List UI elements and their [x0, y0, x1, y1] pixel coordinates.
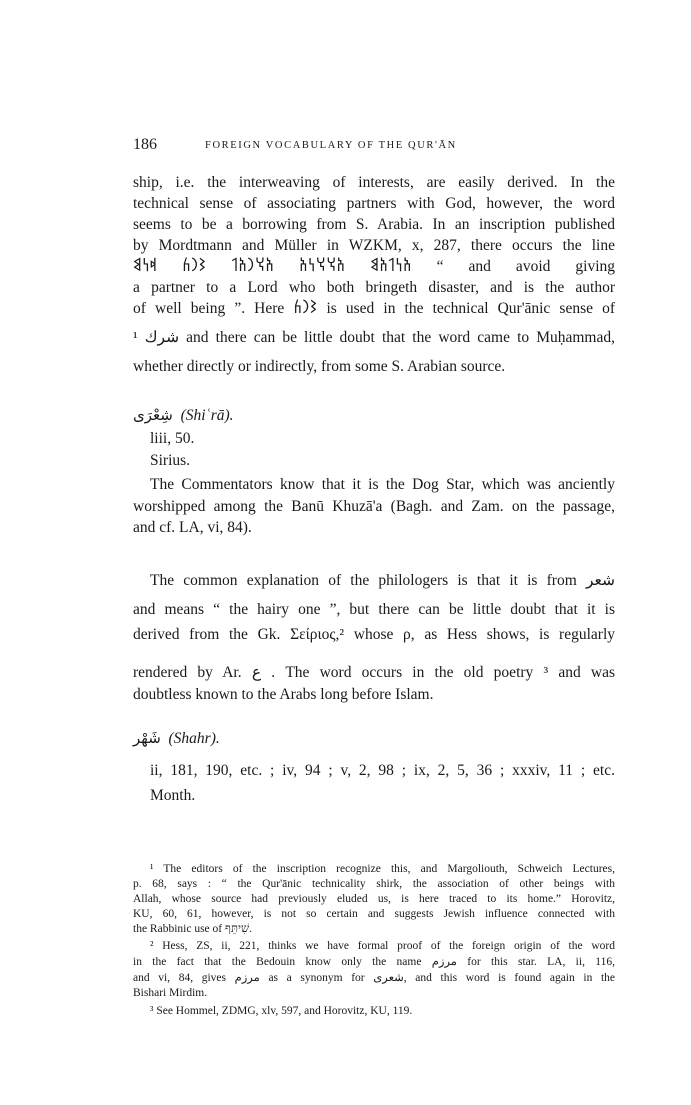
- footnote-line: ² Hess, ZS, ii, 221, thinks we have formal proof of the foreign origin of the word: [150, 940, 615, 952]
- entry-arabic: شَهْر: [133, 729, 161, 747]
- entry-meaning: Sirius.: [150, 452, 191, 469]
- text-line: ship, i.e. the interweaving of interests, are easily derived. In the: [133, 174, 615, 191]
- footnote-line: Bishari Mirdim.: [133, 987, 208, 999]
- footnote-line: the Rabbinic use of שִׁיתֵּף.: [133, 923, 252, 935]
- footnote-line: p. 68, says : “ the Qur'ānic technicality shirk, the association of other beings with: [133, 878, 615, 890]
- text-line: technical sense of associating partners with God, however, the word: [133, 195, 615, 212]
- entry-reference: liii, 50.: [150, 430, 195, 447]
- text-line: and cf. LA, vi, 84).: [133, 519, 252, 536]
- text-line: rendered by Ar. ع . The word occurs in the old poetry ³ and was: [133, 664, 615, 681]
- footnote-line: KU, 60, 61, however, is not so certain and suggests Jewish influence connected with: [133, 908, 615, 920]
- text-line: derived from the Gk. Σείριος,² whose ρ, as Hess shows, is regularly: [133, 626, 615, 643]
- text-line: of well being ”. Here 𐩦𐩧𐩫 is used in the technical Qur'ānic sense of: [133, 300, 615, 317]
- text-line: شرك ¹ and there can be little doubt that the word came to Muḥammad,: [133, 329, 615, 346]
- entry-transliteration: (Shiʿrā).: [180, 407, 234, 424]
- entry-reference: ii, 181, 190, etc. ; iv, 94 ; v, 2, 98 ; ix, 2, 5, 36 ; xxxiv, 11 ; etc.: [150, 762, 615, 779]
- text-line: 𐩱𐩬𐩡𐩱𐩣 𐩱𐩭𐩭𐩬𐩱 𐩱𐩭𐩧𐩱𐩡 𐩦𐩧𐩫 𐩵𐩬𐩣 “ and avoid giving: [133, 258, 615, 275]
- footnote-line: and vi, 84, gives مرزم as a synonym for شعرى, and this word is found again in the: [133, 972, 616, 984]
- footnote-line: Allah, whose source had previously eluded us, is here traced to its home.” Horovitz,: [133, 893, 615, 905]
- text-line: seems to be a borrowing from S. Arabia. In an inscription published: [133, 216, 615, 233]
- entry-arabic: شِعْرَى: [133, 406, 173, 424]
- entry-transliteration: (Shahr).: [168, 730, 220, 747]
- text-line: whether directly or indirectly, from some S. Arabian source.: [133, 358, 506, 375]
- footnote-line: ³ See Hommel, ZDMG, xlv, 597, and Horovitz, KU, 119.: [150, 1005, 413, 1017]
- text-line: doubtless known to the Arabs long before Islam.: [133, 686, 434, 703]
- footnote-line: in the fact that the Bedouin know only the name مرزم for this star. LA, ii, 116,: [133, 956, 615, 968]
- entry-heading-shahr: [133, 729, 615, 748]
- text-line: and means “ the hairy one ”, but there can be little doubt that it is: [133, 601, 615, 618]
- text-line: The Commentators know that it is the Dog Star, which was anciently: [150, 476, 615, 493]
- text-line: The common explanation of the philologers is that it is from شعر: [150, 572, 615, 589]
- text-line: worshipped among the Banū Khuzā'a (Bagh. and Zam. on the passage,: [133, 498, 615, 515]
- entry-meaning: Month.: [150, 787, 196, 804]
- entry-heading-shira: [133, 406, 615, 425]
- page-number: 186: [133, 136, 157, 153]
- running-title: FOREIGN VOCABULARY OF THE QUR'ĀN: [205, 140, 457, 151]
- text-line: by Mordtmann and Müller in WZKM, x, 287, there occurs the line: [133, 237, 615, 254]
- text-line: a partner to a Lord who both bringeth disaster, and is the author: [133, 279, 615, 296]
- footnote-line: ¹ The editors of the inscription recognize this, and Margoliouth, Schweich Lectures,: [150, 863, 615, 875]
